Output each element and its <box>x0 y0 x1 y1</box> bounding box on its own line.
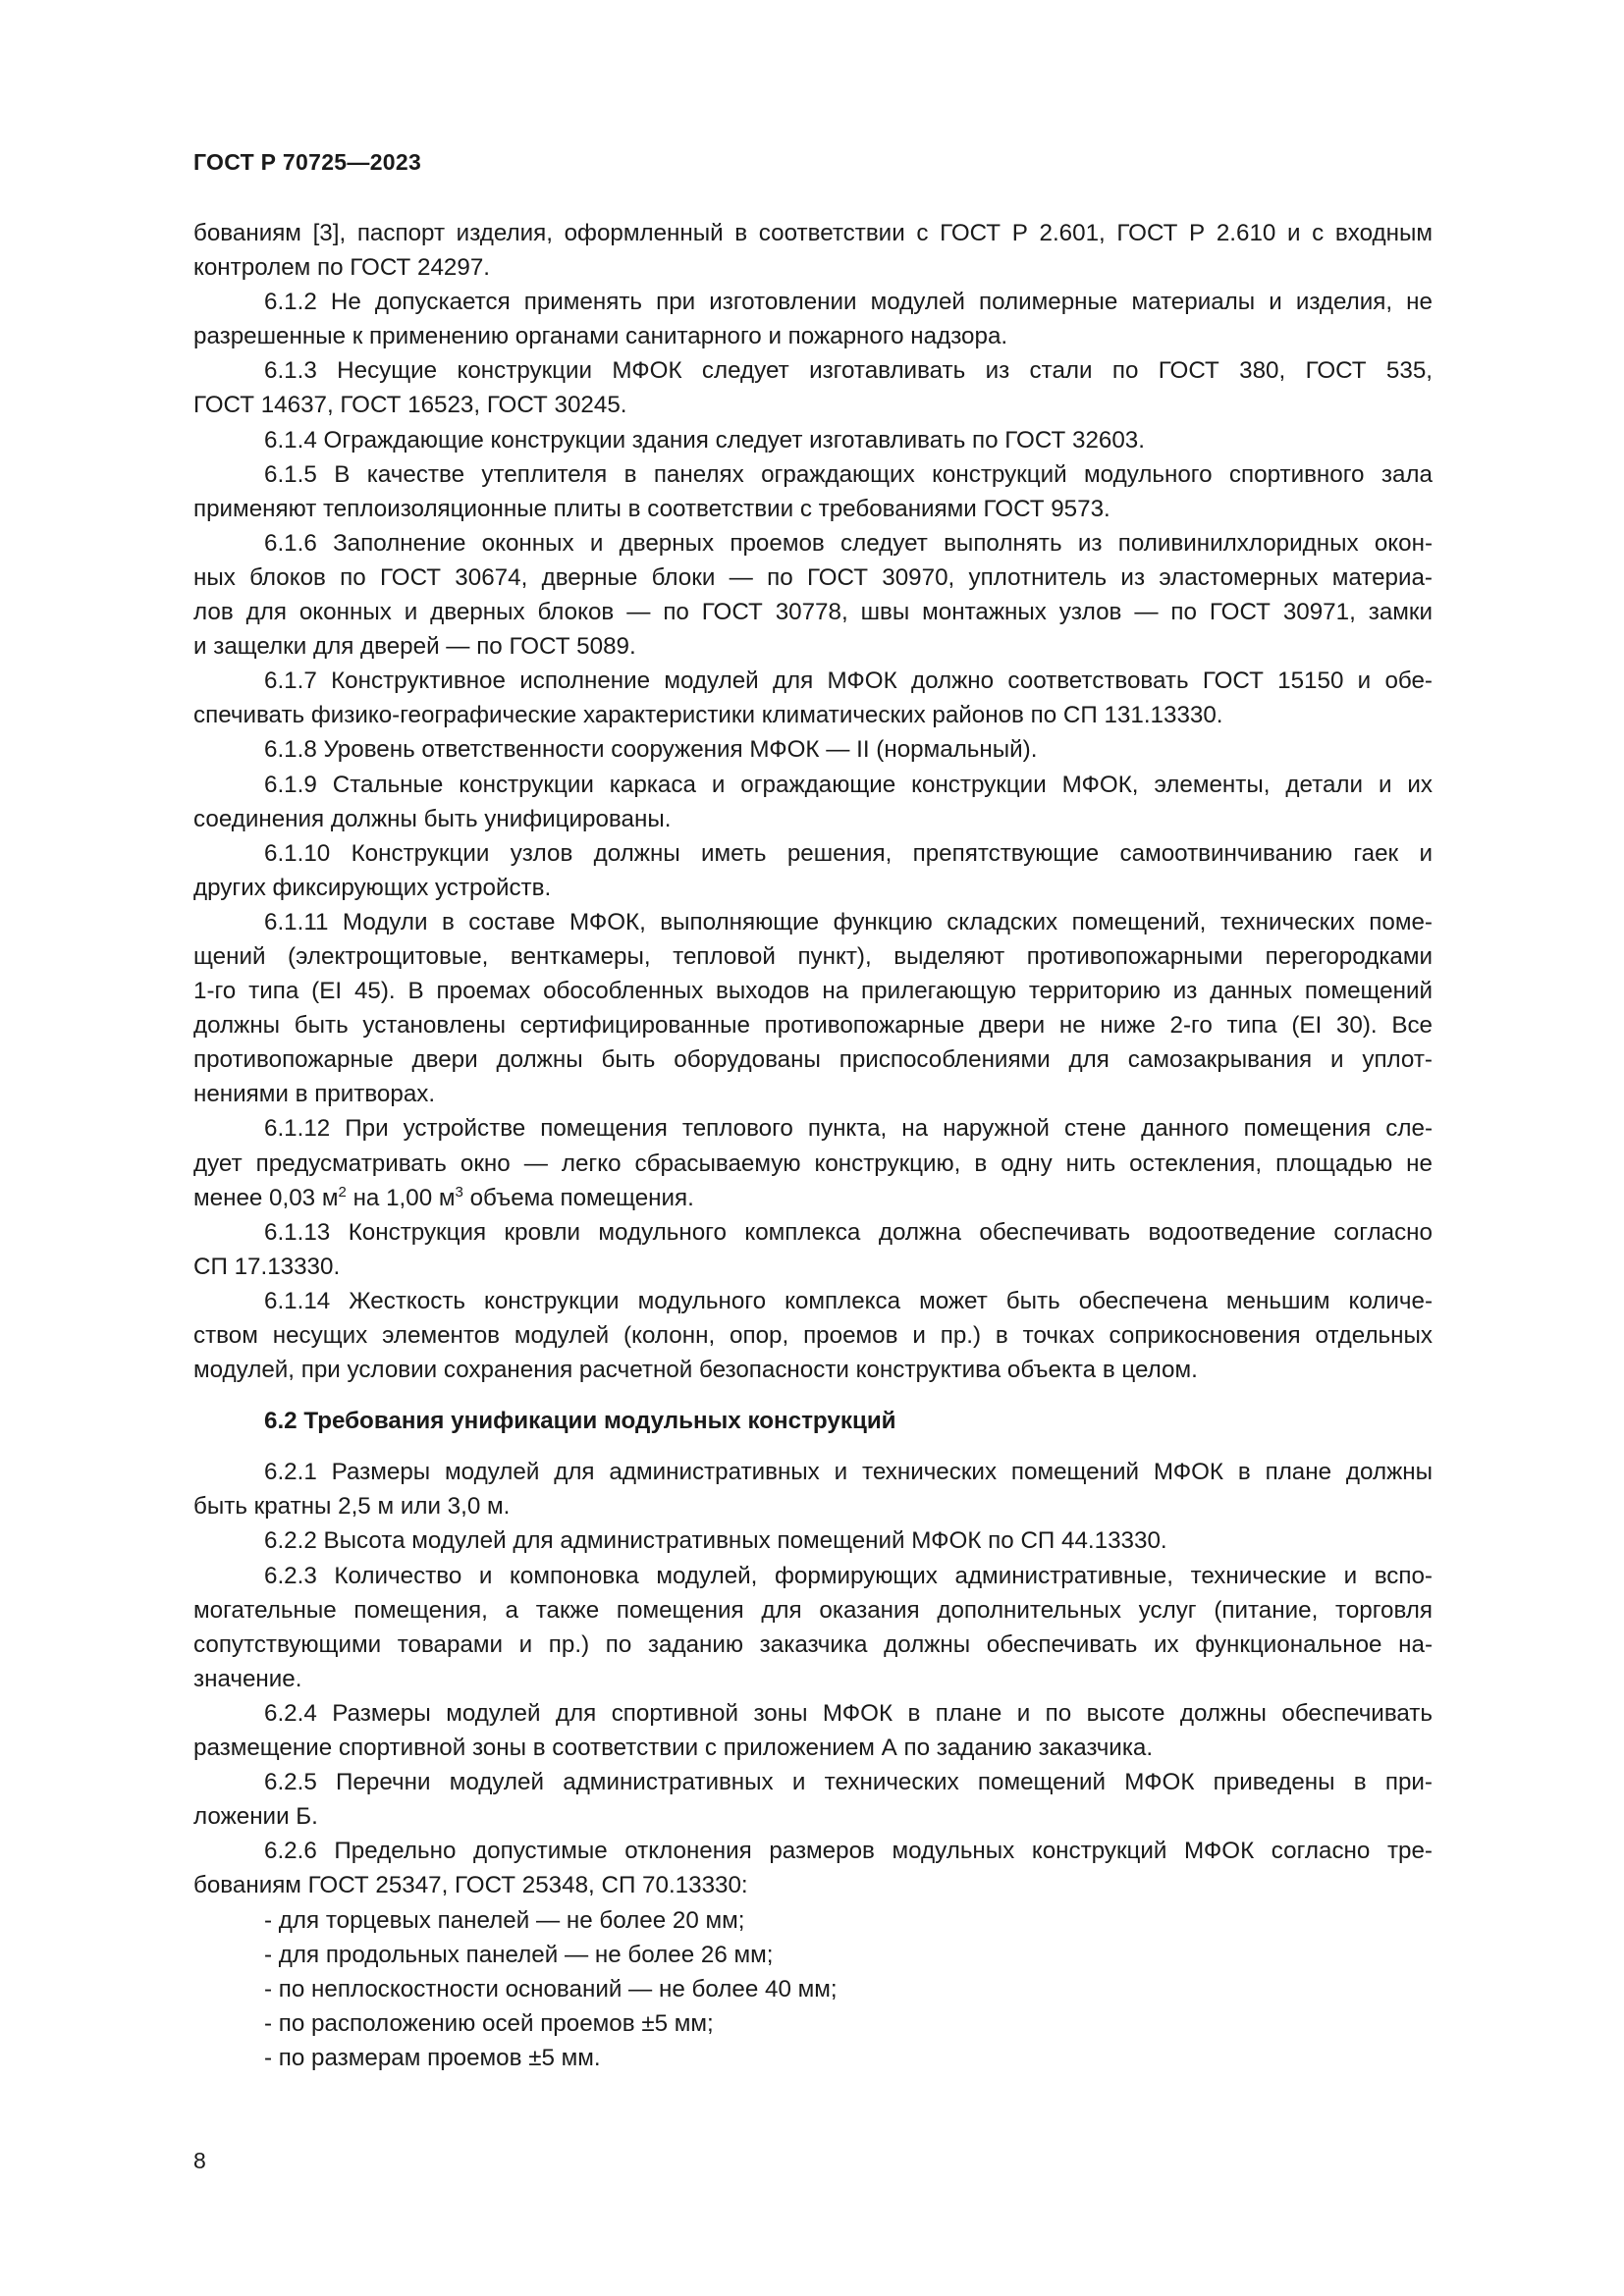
text-line: 1-го типа (EI 45). В проемах обособленных выходов на прилегающую территорию из данных помещений <box>193 978 1433 1005</box>
text-line: 6.2.3 Количество и компоновка модулей, формирующих административные, технические и вспо- <box>264 1562 1433 1589</box>
text-line: 6.1.13 Конструкция кровли модульного комплекса должна обеспечивать водоотведение согласно <box>264 1218 1433 1246</box>
text-line: быть кратны 2,5 м или 3,0 м. <box>193 1493 511 1521</box>
text-line: 6.1.14 Жесткость конструкции модульного комплекса может быть обеспечена меньшим количе- <box>264 1287 1433 1314</box>
text-line: значение. <box>193 1665 302 1692</box>
list-item: - по размерам проемов ±5 мм. <box>264 2044 601 2071</box>
list-item: - по расположению осей проемов ±5 мм; <box>264 2009 714 2037</box>
text-line: 6.1.3 Несущие конструкции МФОК следует изготавливать из стали по ГОСТ 380, ГОСТ 535, <box>264 357 1433 385</box>
text-line: лов для оконных и дверных блоков — по ГОСТ 30778, швы монтажных узлов — по ГОСТ 30971, замки <box>193 599 1433 626</box>
text-line: и защелки для дверей — по ГОСТ 5089. <box>193 633 636 661</box>
text-line: ством несущих элементов модулей (колонн, опор, проемов и пр.) в точках соприкосновения отдельных <box>193 1322 1433 1349</box>
document-header-title: ГОСТ Р 70725—2023 <box>193 149 422 175</box>
superscript: 3 <box>455 1183 463 1201</box>
text-line: спечивать физико-географические характеристики климатических районов по СП 131.13330. <box>193 702 1223 729</box>
text-line: 6.1.5 В качестве утеплителя в панелях ограждающих конструкций модульного спортивного зала <box>264 460 1433 488</box>
text-line: 6.1.9 Стальные конструкции каркаса и ограждающие конструкции МФОК, элементы, детали и их <box>264 771 1433 798</box>
text-line: 6.1.8 Уровень ответственности сооружения МФОК — II (нормальный). <box>264 736 1038 764</box>
text-fragment: на 1,00 м <box>346 1184 456 1211</box>
list-item: - для продольных панелей — не более 26 мм; <box>264 1941 774 1968</box>
section-gap <box>193 1387 1433 1404</box>
text-line: разрешенные к применению органами санитарного и пожарного надзора. <box>193 323 1008 350</box>
text-line: ГОСТ 14637, ГОСТ 16523, ГОСТ 30245. <box>193 392 627 419</box>
text-line: 6.2.2 Высота модулей для административных помещений МФОК по СП 44.13330. <box>264 1527 1167 1555</box>
text-line: 6.2.1 Размеры модулей для административных и технических помещений МФОК в плане должны <box>264 1459 1433 1486</box>
text-line: 6.1.4 Ограждающие конструкции здания следует изготавливать по ГОСТ 32603. <box>264 426 1145 454</box>
text-line: дует предусматривать окно — легко сбрасываемую конструкцию, в одну нить остекления, площадью не <box>193 1149 1433 1177</box>
text-line: применяют теплоизоляционные плиты в соответствии с требованиями ГОСТ 9573. <box>193 495 1110 522</box>
text-line: СП 17.13330. <box>193 1253 341 1280</box>
text-fragment: менее 0,03 м <box>193 1184 339 1211</box>
section-gap <box>193 1438 1433 1455</box>
text-line: нениями в притворах. <box>193 1081 436 1108</box>
text-line: бованиям [3], паспорт изделия, оформленный в соответствии с ГОСТ Р 2.601, ГОСТ Р 2.610 и с входным <box>193 220 1433 246</box>
text-line: противопожарные двери должны быть оборудованы приспособлениями для самозакрывания и уплот- <box>193 1046 1433 1074</box>
text-line: 6.1.6 Заполнение оконных и дверных проемов следует выполнять из поливинилхлоридных окон- <box>264 529 1433 557</box>
list-item: - для торцевых панелей — не более 20 мм; <box>264 1906 745 1934</box>
text-line: 6.1.11 Модули в составе МФОК, выполняющие функцию складских помещений, технических поме- <box>264 908 1433 935</box>
list-item: - по неплоскостности оснований — не более 40 мм; <box>264 1975 838 2002</box>
text-line: размещение спортивной зоны в соответствии с приложением А по заданию заказчика. <box>193 1735 1154 1762</box>
document-body <box>193 216 1433 2075</box>
superscript: 2 <box>338 1183 347 1201</box>
text-line: 6.1.2 Не допускается применять при изготовлении модулей полимерные материалы и изделия, не <box>264 289 1433 316</box>
text-line: 6.1.12 При устройстве помещения теплового пункта, на наружной стене данного помещения сле- <box>264 1115 1433 1143</box>
text-line <box>193 1181 1433 1215</box>
text-line: 6.2.5 Перечни модулей административных и технических помещений МФОК приведены в при- <box>264 1769 1433 1796</box>
text-line: щений (электрощитовые, венткамеры, тепловой пункт), выделяют противопожарными перегородками <box>193 942 1433 970</box>
page-number: 8 <box>193 2148 206 2173</box>
text-line: должны быть установлены сертифицированные противопожарные двери не ниже 2-го типа (EI 30). Все <box>193 1012 1433 1040</box>
text-line: бованиям ГОСТ 25347, ГОСТ 25348, СП 70.13330: <box>193 1872 748 1899</box>
text-line: 6.2.6 Предельно допустимые отклонения размеров модульных конструкций МФОК согласно тре- <box>264 1838 1433 1865</box>
text-line: могательные помещения, а также помещения для оказания дополнительных услуг (питание, торговля <box>193 1596 1433 1624</box>
text-fragment: объема помещения. <box>462 1184 694 1211</box>
text-line: контролем по ГОСТ 24297. <box>193 254 490 282</box>
text-line: 6.1.10 Конструкции узлов должны иметь решения, препятствующие самоотвинчиванию гаек и <box>264 839 1433 867</box>
text-line: ложении Б. <box>193 1803 318 1831</box>
text-line: ных блоков по ГОСТ 30674, дверные блоки — по ГОСТ 30970, уплотнитель из эластомерных материа- <box>193 563 1433 591</box>
text-line: 6.2.4 Размеры модулей для спортивной зоны МФОК в плане и по высоте должны обеспечивать <box>264 1699 1433 1727</box>
text-line: сопутствующими товарами и пр.) по заданию заказчика должны обеспечивать их функциональное на- <box>193 1630 1433 1658</box>
text-line: 6.1.7 Конструктивное исполнение модулей для МФОК должно соответствовать ГОСТ 15150 и обе- <box>264 667 1433 695</box>
section-heading: 6.2 Требования унификации модульных конструкций <box>264 1408 896 1435</box>
text-line: соединения должны быть унифицированы. <box>193 805 672 832</box>
text-line: других фиксирующих устройств. <box>193 874 552 901</box>
text-line: модулей, при условии сохранения расчетной безопасности конструктива объекта в целом. <box>193 1357 1198 1384</box>
